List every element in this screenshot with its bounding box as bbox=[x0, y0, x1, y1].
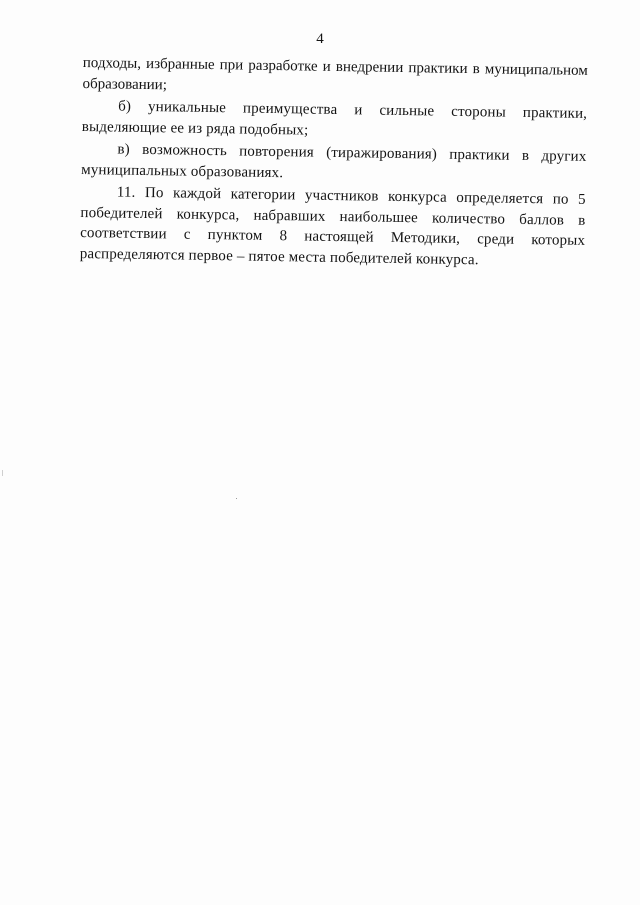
paragraph-approaches: подходы, избранные при разработке и внедрении практики в муниципальном образовании; bbox=[82, 54, 588, 93]
page-number: 4 bbox=[316, 31, 324, 47]
document-body bbox=[80, 53, 588, 274]
scan-edge-mark bbox=[2, 470, 3, 476]
paragraph-item-b: б) уникальные преимущества и сильные стороны практики, выделяющие ее из ряда подобных; bbox=[81, 98, 588, 139]
paragraph-item-11: 11. По каждой категории участников конкурса определяется по 5 победителей конкурса, набравших наибольшее количество баллов в соответствии с пунктом 8 настоящей Методики, среди которых распределяются первое – пятое места победителей конкурса. bbox=[79, 184, 586, 268]
paragraph-item-v: в) возможность повторения (тиражирования) практики в других муниципальных образованиях. bbox=[81, 141, 587, 181]
scan-speck bbox=[236, 498, 237, 499]
